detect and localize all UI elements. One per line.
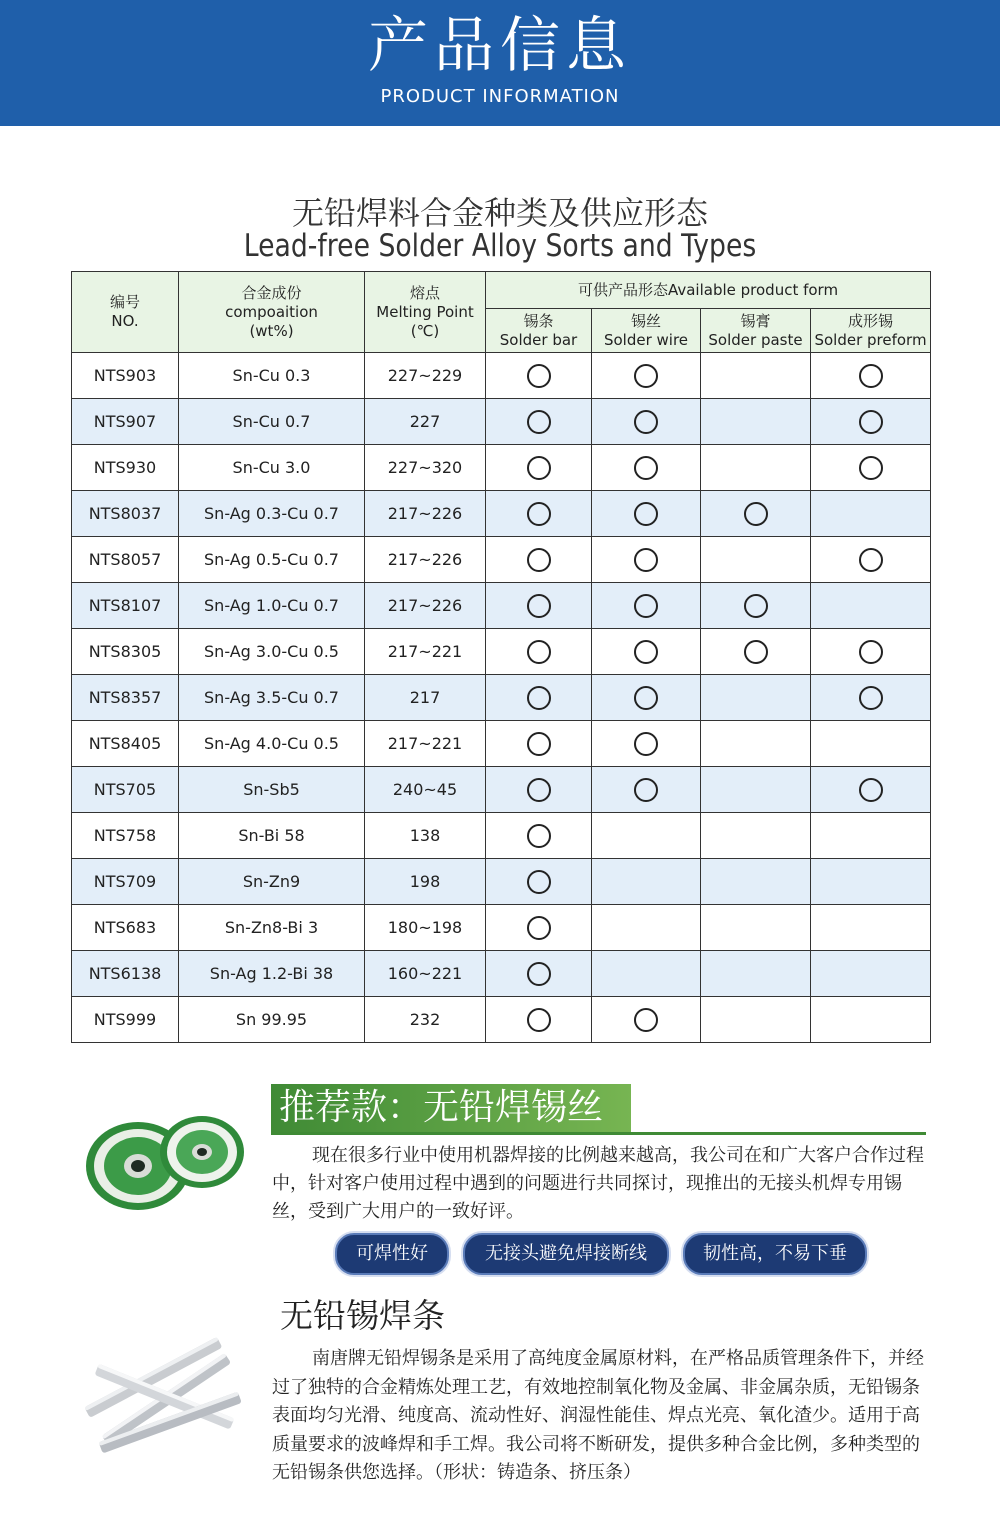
cell-form-preform <box>811 675 931 721</box>
cell-melting-point: 138 <box>365 813 486 859</box>
cell-no: NTS999 <box>72 997 179 1043</box>
cell-composition: Sn-Ag 1.2-Bi 38 <box>179 951 365 997</box>
header-mp-en: Melting Point <box>376 302 474 321</box>
cell-melting-point: 227~229 <box>365 353 486 399</box>
solder-bars-image <box>82 1330 242 1460</box>
cell-form-preform <box>811 859 931 905</box>
cell-form-wire <box>592 997 701 1043</box>
cell-form-preform <box>811 629 931 675</box>
cell-melting-point: 217~221 <box>365 629 486 675</box>
header-no-cn: 编号 <box>109 293 140 311</box>
cell-form-bar <box>486 629 592 675</box>
cell-form-paste <box>701 905 811 951</box>
table-row <box>72 629 931 675</box>
available-circle-icon <box>527 502 551 526</box>
available-circle-icon <box>527 778 551 802</box>
header-forms-group: 可供产品形态Available product form <box>486 272 931 309</box>
header-comp-en: compoaition <box>225 302 318 321</box>
cell-melting-point: 217 <box>365 675 486 721</box>
header-comp-cn: 合金成份 <box>241 283 302 302</box>
spool-right <box>160 1116 244 1188</box>
available-circle-icon <box>527 962 551 986</box>
header-form-en: Solder paste <box>708 330 803 349</box>
cell-composition: Sn-Zn8-Bi 3 <box>179 905 365 951</box>
cell-form-wire <box>592 491 701 537</box>
cell-no: NTS8405 <box>72 721 179 767</box>
recommend-description: 现在很多行业中使用机器焊接的比例越来越高，我公司在和广大客户合作过程中，针对客户使用过程中遇到的问题进行共同探讨，现推出的无接头机焊专用锡丝，受到广大用户的一致好评。 <box>272 1145 924 1222</box>
available-circle-icon <box>859 686 883 710</box>
header-no <box>72 272 179 353</box>
cell-form-preform <box>811 813 931 859</box>
cell-form-wire <box>592 675 701 721</box>
header-form-cn: 成形锡 <box>848 311 894 330</box>
cell-form-preform <box>811 951 931 997</box>
cell-form-preform <box>811 721 931 767</box>
cell-form-bar <box>486 445 592 491</box>
cell-composition: Sn-Sb5 <box>179 767 365 813</box>
header-mp-cn: 熔点 <box>409 283 440 302</box>
cell-composition: Sn-Cu 3.0 <box>179 445 365 491</box>
feature-pill: 无接头避免焊接断线 <box>463 1233 669 1275</box>
cell-composition: Sn 99.95 <box>179 997 365 1043</box>
table-row <box>72 767 931 813</box>
available-circle-icon <box>527 916 551 940</box>
alloy-table-body <box>72 353 931 1043</box>
cell-no: NTS683 <box>72 905 179 951</box>
table-row <box>72 675 931 721</box>
cell-form-wire <box>592 445 701 491</box>
cell-no: NTS8057 <box>72 537 179 583</box>
table-row <box>72 997 931 1043</box>
solder-wire-spools-image <box>78 1104 248 1214</box>
available-circle-icon <box>634 640 658 664</box>
table-row <box>72 813 931 859</box>
cell-form-wire <box>592 353 701 399</box>
available-circle-icon <box>527 594 551 618</box>
feature-pill: 可焊性好 <box>335 1233 449 1275</box>
cell-form-bar <box>486 399 592 445</box>
available-circle-icon <box>634 778 658 802</box>
cell-no: NTS709 <box>72 859 179 905</box>
cell-melting-point: 160~221 <box>365 951 486 997</box>
cell-melting-point: 217~221 <box>365 721 486 767</box>
available-circle-icon <box>634 410 658 434</box>
header-form-wire <box>592 309 701 353</box>
header-form-cn: 锡条 <box>523 311 554 330</box>
available-circle-icon <box>859 548 883 572</box>
cell-form-wire <box>592 537 701 583</box>
available-circle-icon <box>859 778 883 802</box>
alloy-table <box>71 271 931 1043</box>
cell-form-preform <box>811 353 931 399</box>
cell-form-bar <box>486 813 592 859</box>
table-row <box>72 583 931 629</box>
cell-form-wire <box>592 951 701 997</box>
header-melting-point <box>365 272 486 353</box>
cell-form-bar <box>486 859 592 905</box>
cell-form-bar <box>486 583 592 629</box>
cell-form-wire <box>592 905 701 951</box>
cell-melting-point: 240~45 <box>365 767 486 813</box>
cell-form-bar <box>486 951 592 997</box>
header-form-en: Solder bar <box>499 330 578 349</box>
cell-form-paste <box>701 951 811 997</box>
header-banner <box>0 0 1000 126</box>
cell-form-paste <box>701 629 811 675</box>
cell-form-wire <box>592 583 701 629</box>
solder-bar-description: 南唐牌无铅焊锡条是采用了高纯度金属原材料，在严格品质管理条件下，并经过了独特的合金精炼处理工艺，有效地控制氧化物及金属、非金属杂质，无铅锡条表面均匀光滑、纯度高、流动性好、润湿性能佳、焊点光亮、氧化渣少。适用于高质量要求的波峰焊和手工焊。我公司将不断研发，提供多种合金比例，多种类型的无铅锡条供您选择。（形状：铸造条、挤压条） <box>272 1348 924 1483</box>
cell-no: NTS705 <box>72 767 179 813</box>
table-row <box>72 859 931 905</box>
cell-melting-point: 198 <box>365 859 486 905</box>
available-circle-icon <box>527 686 551 710</box>
cell-form-bar <box>486 767 592 813</box>
table-row <box>72 491 931 537</box>
header-mp-unit: (℃) <box>410 321 440 340</box>
cell-form-paste <box>701 491 811 537</box>
cell-melting-point: 217~226 <box>365 537 486 583</box>
table-title-cn: 无铅焊料合金种类及供应形态 <box>291 194 708 232</box>
cell-composition: Sn-Ag 4.0-Cu 0.5 <box>179 721 365 767</box>
cell-form-bar <box>486 905 592 951</box>
table-row <box>72 353 931 399</box>
cell-form-bar <box>486 353 592 399</box>
cell-form-preform <box>811 583 931 629</box>
cell-melting-point: 180~198 <box>365 905 486 951</box>
table-row <box>72 721 931 767</box>
available-circle-icon <box>527 548 551 572</box>
header-composition <box>179 272 365 353</box>
feature-pill: 韧性高，不易下垂 <box>683 1233 867 1275</box>
cell-form-wire <box>592 767 701 813</box>
cell-form-paste <box>701 767 811 813</box>
available-circle-icon <box>634 456 658 480</box>
table-title-en: Lead-free Solder Alloy Sorts and Types <box>243 228 757 264</box>
cell-melting-point: 227~320 <box>365 445 486 491</box>
header-no-en: NO. <box>111 312 139 330</box>
header-form-en: Solder preform <box>814 330 927 349</box>
cell-form-paste <box>701 445 811 491</box>
available-circle-icon <box>527 824 551 848</box>
cell-form-preform <box>811 399 931 445</box>
cell-melting-point: 232 <box>365 997 486 1043</box>
banner-title: 产品信息 <box>368 11 632 81</box>
available-circle-icon <box>859 640 883 664</box>
header-form-cn: 锡膏 <box>740 311 771 330</box>
available-circle-icon <box>527 640 551 664</box>
cell-form-wire <box>592 859 701 905</box>
cell-form-preform <box>811 905 931 951</box>
cell-form-bar <box>486 675 592 721</box>
available-circle-icon <box>634 548 658 572</box>
cell-form-preform <box>811 491 931 537</box>
cell-form-paste <box>701 583 811 629</box>
available-circle-icon <box>634 364 658 388</box>
cell-melting-point: 227 <box>365 399 486 445</box>
cell-composition: Sn-Bi 58 <box>179 813 365 859</box>
cell-composition: Sn-Ag 0.5-Cu 0.7 <box>179 537 365 583</box>
cell-form-paste <box>701 537 811 583</box>
table-row <box>72 537 931 583</box>
cell-composition: Sn-Ag 3.5-Cu 0.7 <box>179 675 365 721</box>
cell-form-paste <box>701 997 811 1043</box>
cell-melting-point: 217~226 <box>365 583 486 629</box>
available-circle-icon <box>527 870 551 894</box>
cell-form-paste <box>701 813 811 859</box>
cell-no: NTS8037 <box>72 491 179 537</box>
cell-no: NTS903 <box>72 353 179 399</box>
cell-no: NTS6138 <box>72 951 179 997</box>
cell-form-bar <box>486 721 592 767</box>
cell-composition: Sn-Zn9 <box>179 859 365 905</box>
header-form-paste <box>701 309 811 353</box>
available-circle-icon <box>744 502 768 526</box>
available-circle-icon <box>744 640 768 664</box>
banner-subtitle: PRODUCT INFORMATION <box>380 86 620 107</box>
header-form-en: Solder wire <box>603 330 689 349</box>
cell-form-wire <box>592 813 701 859</box>
available-circle-icon <box>634 1008 658 1032</box>
cell-form-wire <box>592 399 701 445</box>
available-circle-icon <box>527 456 551 480</box>
cell-form-paste <box>701 399 811 445</box>
table-row <box>72 445 931 491</box>
available-circle-icon <box>634 502 658 526</box>
table-row <box>72 399 931 445</box>
recommend-divider <box>271 1132 926 1135</box>
cell-form-paste <box>701 859 811 905</box>
solder-bar-title: 无铅锡焊条 <box>280 1296 445 1335</box>
cell-no: NTS8305 <box>72 629 179 675</box>
cell-form-wire <box>592 629 701 675</box>
cell-composition: Sn-Ag 0.3-Cu 0.7 <box>179 491 365 537</box>
available-circle-icon <box>527 410 551 434</box>
cell-form-paste <box>701 675 811 721</box>
cell-form-bar <box>486 537 592 583</box>
cell-form-wire <box>592 721 701 767</box>
header-form-cn: 锡丝 <box>630 311 661 330</box>
cell-no: NTS8357 <box>72 675 179 721</box>
available-circle-icon <box>527 732 551 756</box>
recommend-title: 推荐款：无铅焊锡丝 <box>271 1084 631 1132</box>
cell-composition: Sn-Ag 1.0-Cu 0.7 <box>179 583 365 629</box>
cell-form-preform <box>811 997 931 1043</box>
available-circle-icon <box>859 456 883 480</box>
cell-no: NTS8107 <box>72 583 179 629</box>
cell-form-preform <box>811 767 931 813</box>
cell-form-bar <box>486 491 592 537</box>
cell-melting-point: 217~226 <box>365 491 486 537</box>
header-form-preform <box>811 309 931 353</box>
cell-form-paste <box>701 353 811 399</box>
cell-no: NTS930 <box>72 445 179 491</box>
cell-composition: Sn-Cu 0.7 <box>179 399 365 445</box>
cell-form-preform <box>811 537 931 583</box>
table-row <box>72 951 931 997</box>
table-row <box>72 905 931 951</box>
available-circle-icon <box>634 686 658 710</box>
cell-composition: Sn-Cu 0.3 <box>179 353 365 399</box>
cell-form-bar <box>486 997 592 1043</box>
available-circle-icon <box>859 364 883 388</box>
available-circle-icon <box>634 732 658 756</box>
cell-no: NTS907 <box>72 399 179 445</box>
available-circle-icon <box>744 594 768 618</box>
available-circle-icon <box>527 364 551 388</box>
available-circle-icon <box>634 594 658 618</box>
available-circle-icon <box>527 1008 551 1032</box>
feature-pills <box>335 1233 867 1275</box>
cell-form-paste <box>701 721 811 767</box>
header-form-bar <box>486 309 592 353</box>
available-circle-icon <box>859 410 883 434</box>
cell-composition: Sn-Ag 3.0-Cu 0.5 <box>179 629 365 675</box>
cell-no: NTS758 <box>72 813 179 859</box>
header-comp-unit: (wt%) <box>249 321 294 340</box>
cell-form-preform <box>811 445 931 491</box>
